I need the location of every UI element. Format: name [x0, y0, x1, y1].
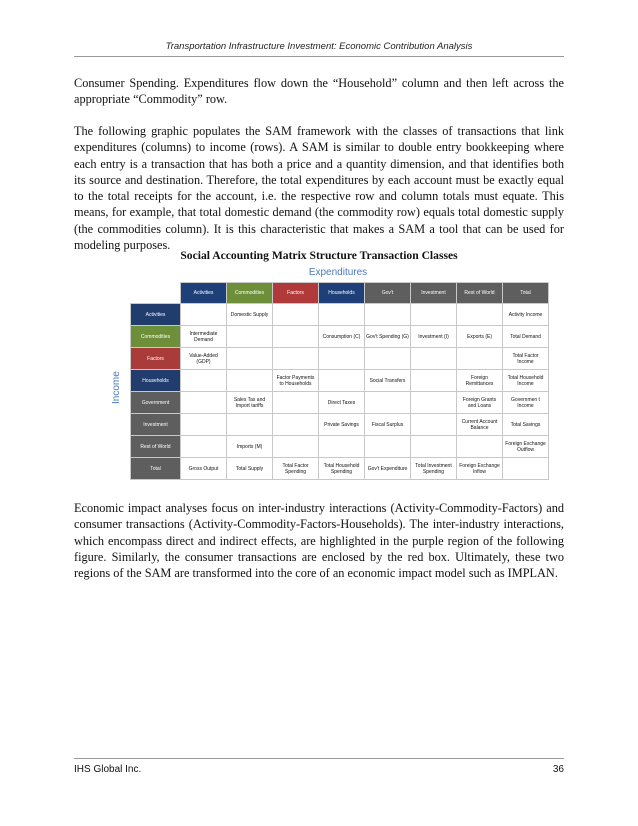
col-header-activities: Activities — [181, 283, 227, 304]
sam-row-households — [131, 370, 549, 392]
matrix-cell: Direct Taxes — [319, 392, 365, 414]
sam-row-activities — [131, 304, 549, 326]
row-header-rest-of-world: Rest of World — [131, 436, 181, 458]
sam-row-rest-of-world — [131, 436, 549, 458]
matrix-cell: Factor Payments to Households — [273, 370, 319, 392]
row-header-factors: Factors — [131, 348, 181, 370]
matrix-cell: Gross Output — [181, 458, 227, 480]
matrix-cell — [181, 304, 227, 326]
matrix-cell: Total Factor Spending — [273, 458, 319, 480]
footer-organization: IHS Global Inc. — [74, 764, 142, 775]
row-header-total: Total — [131, 458, 181, 480]
header-rule — [74, 56, 564, 57]
matrix-cell: Social Transfers — [365, 370, 411, 392]
matrix-cell: Foreign Remittances — [457, 370, 503, 392]
matrix-cell: Total Savings — [503, 414, 549, 436]
matrix-cell: Domestic Supply — [227, 304, 273, 326]
matrix-cell: Foreign Exchange Outflow — [503, 436, 549, 458]
page-number: 36 — [552, 764, 564, 775]
matrix-cell — [273, 348, 319, 370]
sam-matrix — [130, 282, 549, 480]
matrix-cell — [273, 304, 319, 326]
sam-row-government — [131, 392, 549, 414]
row-header-commodities: Commodities — [131, 326, 181, 348]
matrix-cell: Foreign Grants and Loans — [457, 392, 503, 414]
matrix-cell: Sales Tax and Import tariffs — [227, 392, 273, 414]
matrix-cell: Foreign Exchange Inflow — [457, 458, 503, 480]
matrix-cell: Total Investment Spending — [411, 458, 457, 480]
col-header-investment: Investment — [411, 283, 457, 304]
matrix-cell — [181, 436, 227, 458]
paragraph-consumer-spending: Consumer Spending. Expenditures flow down the “Household” column and then left across the appropriate “Commodity” row. — [74, 76, 564, 107]
matrix-cell: Imports (M) — [227, 436, 273, 458]
matrix-cell — [365, 348, 411, 370]
matrix-cell: Total Supply — [227, 458, 273, 480]
matrix-cell: Current Account Balance — [457, 414, 503, 436]
sam-row-investment — [131, 414, 549, 436]
matrix-cell — [503, 458, 549, 480]
sam-row-factors — [131, 348, 549, 370]
matrix-cell — [181, 370, 227, 392]
sam-header-row — [131, 283, 549, 304]
matrix-cell — [181, 414, 227, 436]
matrix-cell — [181, 392, 227, 414]
matrix-cell — [227, 370, 273, 392]
matrix-cell: Governmen t Income — [503, 392, 549, 414]
matrix-cell: Gov't Expenditure — [365, 458, 411, 480]
col-header-rest-of-world: Rest of World — [457, 283, 503, 304]
matrix-cell: Total Factor Income — [503, 348, 549, 370]
col-header-factors: Factors — [273, 283, 319, 304]
income-axis-label: Income — [111, 371, 122, 405]
matrix-cell — [273, 436, 319, 458]
footer-rule — [74, 758, 564, 759]
matrix-cell — [319, 370, 365, 392]
matrix-cell: Total Household Spending — [319, 458, 365, 480]
matrix-cell — [411, 392, 457, 414]
matrix-cell — [319, 304, 365, 326]
matrix-cell — [273, 392, 319, 414]
expenditures-axis-label: Expenditures — [308, 267, 368, 278]
matrix-cell — [411, 304, 457, 326]
matrix-cell: Total Demand — [503, 326, 549, 348]
matrix-cell: Gov't Spending (G) — [365, 326, 411, 348]
running-header: Transportation Infrastructure Investment: Economic Contribution Analysis — [165, 41, 473, 52]
matrix-cell — [273, 414, 319, 436]
figure-title: Social Accounting Matrix Structure Transaction Classes — [180, 249, 458, 262]
col-header-households: Households — [319, 283, 365, 304]
col-header-govt: Gov't — [365, 283, 411, 304]
matrix-cell: Total Household Income — [503, 370, 549, 392]
paragraph-economic-impact: Economic impact analyses focus on inter-industry interactions (Activity-Commodity-Factors) and consumer transactions (Activity-Commodity-Factors-Households). The inter-industry interactions, which encompass direct and indirect effects, are highlighted in the purple region of the following figure. Similarly, the consumer transactions are enclosed by the red box. Ultimately, these two regions of the SAM are transformed into the core of an economic impact model such as IMPLAN. — [74, 501, 564, 581]
matrix-cell: Exports (E) — [457, 326, 503, 348]
matrix-cell — [319, 348, 365, 370]
matrix-cell — [227, 348, 273, 370]
col-header-commodities: Commodities — [227, 283, 273, 304]
matrix-cell — [365, 304, 411, 326]
sam-row-total — [131, 458, 549, 480]
matrix-cell — [457, 348, 503, 370]
matrix-cell — [319, 436, 365, 458]
matrix-cell — [411, 436, 457, 458]
matrix-cell — [411, 348, 457, 370]
matrix-cell — [411, 370, 457, 392]
matrix-cell: Consumption (C) — [319, 326, 365, 348]
row-header-households: Households — [131, 370, 181, 392]
matrix-cell: Fiscal Surplus — [365, 414, 411, 436]
matrix-cell — [411, 414, 457, 436]
row-header-investment: Investment — [131, 414, 181, 436]
matrix-cell — [365, 392, 411, 414]
matrix-cell: Intermediate Demand — [181, 326, 227, 348]
matrix-cell — [227, 414, 273, 436]
matrix-cell: Private Savings — [319, 414, 365, 436]
matrix-cell — [365, 436, 411, 458]
matrix-cell: Value-Added (GDP) — [181, 348, 227, 370]
matrix-cell: Investment (I) — [411, 326, 457, 348]
col-header-total: Total — [503, 283, 549, 304]
matrix-cell — [457, 436, 503, 458]
row-header-government: Government — [131, 392, 181, 414]
matrix-cell — [273, 326, 319, 348]
matrix-cell: Activity Income — [503, 304, 549, 326]
paragraph-sam-framework: The following graphic populates the SAM framework with the classes of transactions that link expenditures (columns) to income (rows). A SAM is similar to double entry bookkeeping where each entry is a transaction that has both a price and a quantity dimension, and that identifies both its source and destination. Therefore, the total expenditures by each account must be exactly equal to the total receipts for the account, i.e. the respective row and column totals must equate. This means, for example, that total domestic demand (the commodity row) equals total domestic supply (the commodities column). It is this characteristic that makes a SAM a tool that can be used for modeling purposes. — [74, 124, 564, 253]
matrix-cell — [457, 304, 503, 326]
row-header-activities: Activities — [131, 304, 181, 326]
matrix-cell — [227, 326, 273, 348]
sam-row-commodities — [131, 326, 549, 348]
matrix-corner — [131, 283, 181, 304]
